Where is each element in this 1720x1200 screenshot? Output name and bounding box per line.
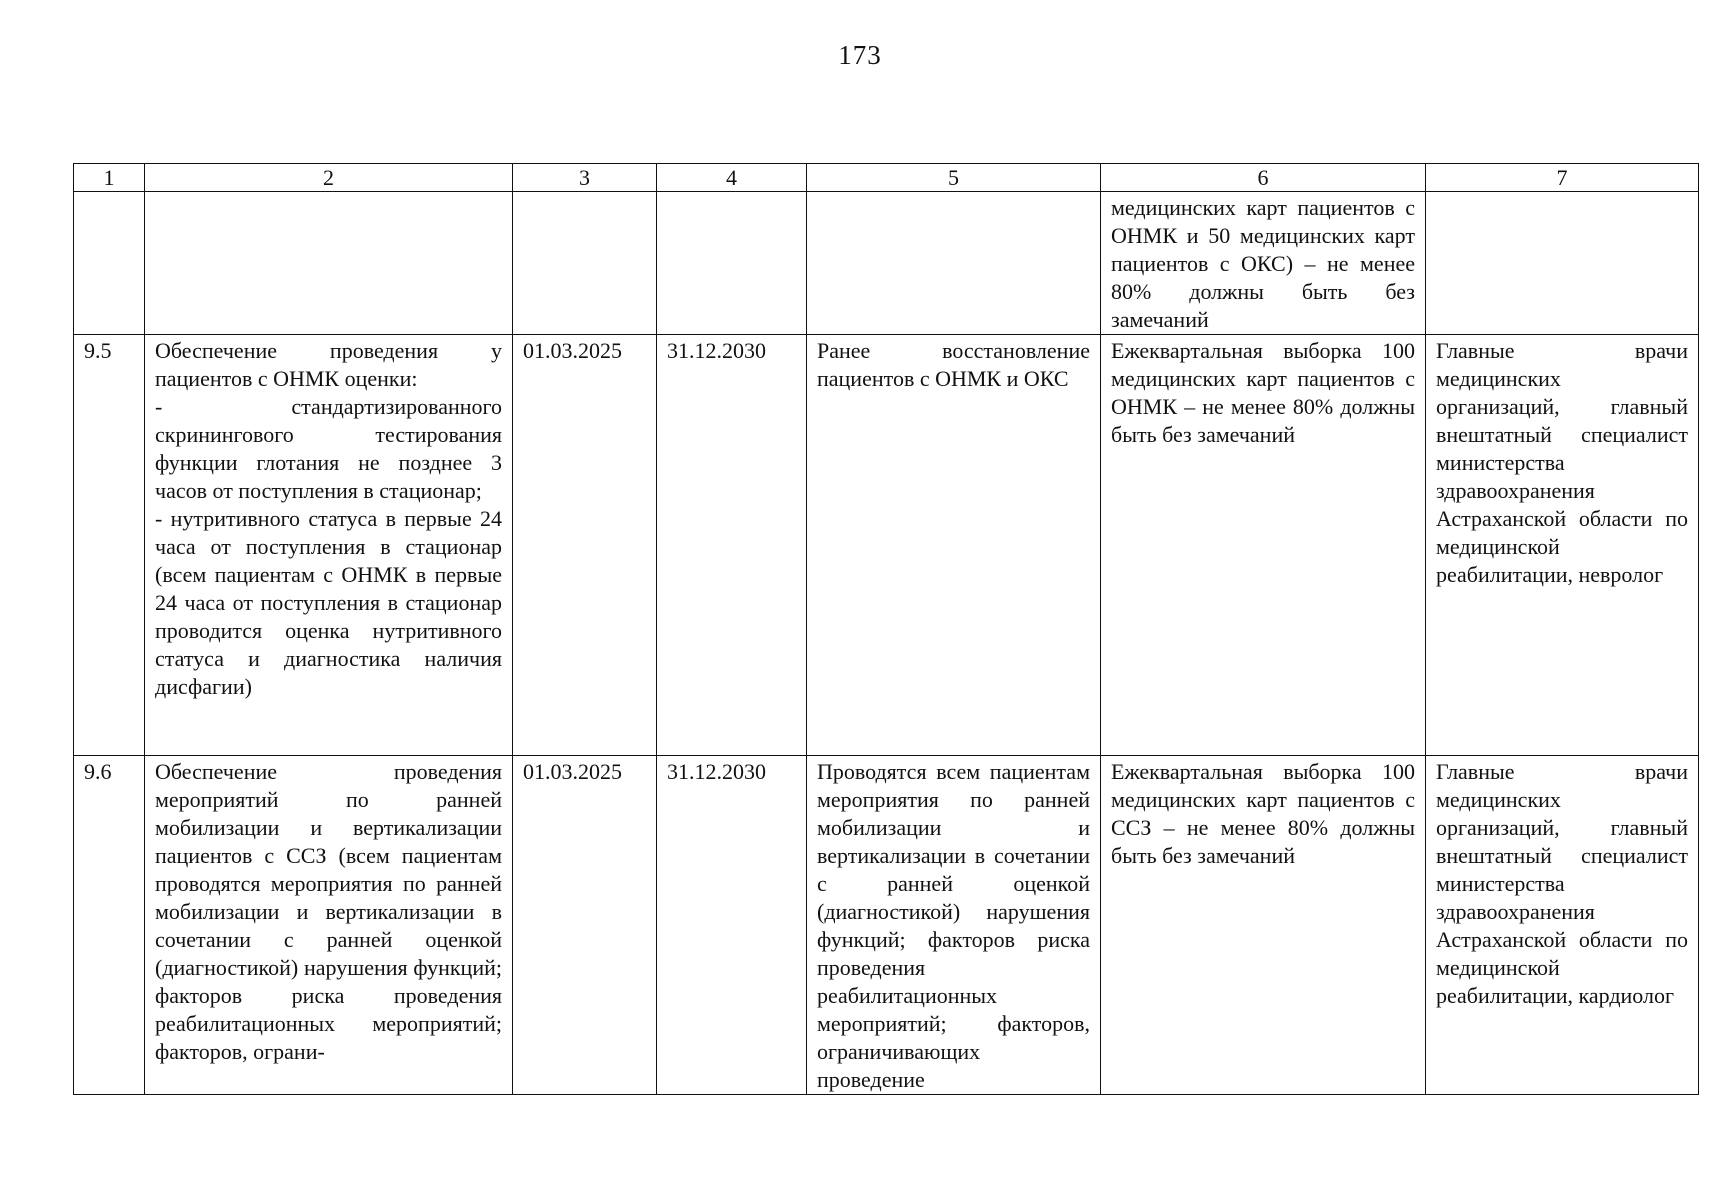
- column-header-1: 1: [74, 164, 145, 192]
- item-number-cell: 9.6: [74, 756, 145, 1095]
- measures-table: [73, 163, 1699, 1095]
- table-row: [74, 192, 1699, 335]
- column-header-7: 7: [1426, 164, 1699, 192]
- result-cell: Ранее восстановление пациентов с ОНМК и ОКС: [807, 335, 1101, 756]
- start-date-cell: 01.03.2025: [513, 335, 657, 756]
- start-date-cell: [513, 192, 657, 335]
- page-number: 173: [838, 40, 882, 70]
- column-header-6: 6: [1101, 164, 1426, 192]
- column-header-3: 3: [513, 164, 657, 192]
- end-date-cell: [657, 192, 807, 335]
- column-header-2: 2: [145, 164, 513, 192]
- table-row: [74, 335, 1699, 756]
- table-row: [74, 756, 1699, 1095]
- control-cell: Ежеквартальная выборка 100 медицинских карт пациентов с ОНМК – не менее 80% должны быть без замечаний: [1101, 335, 1426, 756]
- control-cell: медицинских карт пациентов с ОНМК и 50 медицинских карт пациентов с ОКС) – не менее 80% должны быть без замечаний: [1101, 192, 1426, 335]
- start-date-cell: 01.03.2025: [513, 756, 657, 1095]
- responsible-cell: Главные врачи медицинских организаций, главный внештатный специалист министерства здравоохранения Астраханской области по медицинской реабилитации, невролог: [1426, 335, 1699, 756]
- item-number-cell: 9.5: [74, 335, 145, 756]
- item-number-cell: [74, 192, 145, 335]
- column-header-4: 4: [657, 164, 807, 192]
- measure-cell: Обеспечение проведения мероприятий по ранней мобилизации и вертикализации пациентов с ССЗ (всем пациентам проводятся мероприятия по ранней мобилизации и вертикализации в сочетании с ранней оценкой (диагностикой) нарушения функций; факторов риска проведения реабилитационных мероприятий; факторов, ограни-: [145, 756, 513, 1095]
- column-number-row: [74, 164, 1699, 192]
- result-cell: [807, 192, 1101, 335]
- responsible-cell: [1426, 192, 1699, 335]
- column-header-5: 5: [807, 164, 1101, 192]
- end-date-cell: 31.12.2030: [657, 335, 807, 756]
- responsible-cell: Главные врачи медицинских организаций, главный внештатный специалист министерства здравоохранения Астраханской области по медицинской реабилитации, кардиолог: [1426, 756, 1699, 1095]
- measure-cell: Обеспечение проведения у пациентов с ОНМК оценки: - стандартизированного скринингового тестирования функции глотания не позднее 3 часов от поступления в стационар; - нутритивного статуса в первые 24 часа от поступления в стационар (всем пациентам с ОНМК в первые 24 часа от поступления в стационар проводится оценка нутритивного статуса и диагностика наличия дисфагии): [145, 335, 513, 756]
- measure-cell: [145, 192, 513, 335]
- control-cell: Ежеквартальная выборка 100 медицинских карт пациентов с ССЗ – не менее 80% должны быть без замечаний: [1101, 756, 1426, 1095]
- end-date-cell: 31.12.2030: [657, 756, 807, 1095]
- result-cell: Проводятся всем пациентам мероприятия по ранней мобилизации и вертикализации в сочетании с ранней оценкой (диагностикой) нарушения функций; факторов риска проведения реабилитационных мероприятий; факторов, ограничивающих проведение: [807, 756, 1101, 1095]
